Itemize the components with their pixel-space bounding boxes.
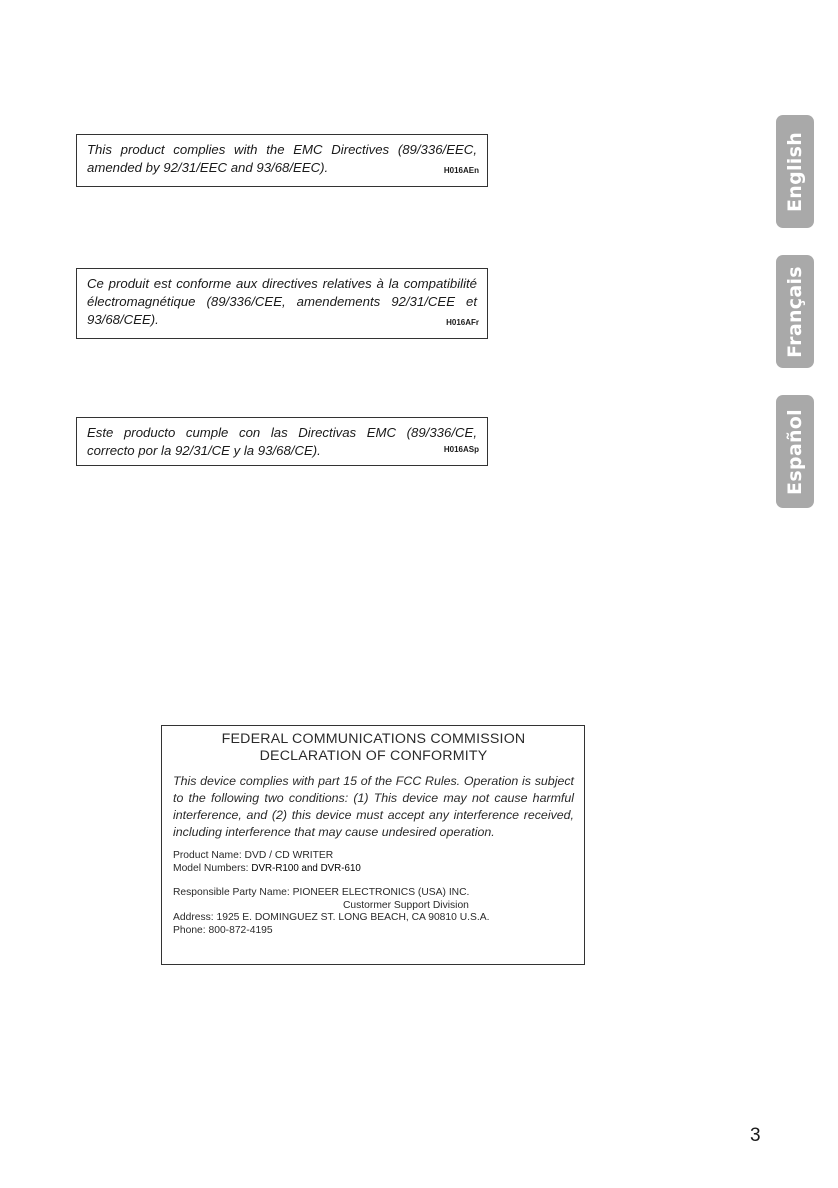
page-number: 3 [750, 1125, 761, 1146]
product-name-value: DVD / CD WRITER [244, 850, 334, 861]
notice-code: H016AEn [443, 166, 479, 175]
tab-french[interactable] [776, 255, 814, 368]
product-name-line [173, 850, 574, 863]
model-numbers-line [173, 863, 574, 876]
tab-english[interactable] [776, 115, 814, 228]
tab-label: Français [784, 265, 807, 358]
emc-notice-spanish [76, 417, 488, 466]
responsible-party-line [173, 887, 574, 900]
phone-value: 800-872-4195 [208, 924, 273, 936]
model-numbers-label: Model Numbers: [173, 862, 252, 874]
emc-notice-english [76, 134, 488, 187]
address-value: 1925 E. DOMINGUEZ ST. LONG BEACH, CA 90810 U.S.A. [216, 912, 490, 923]
phone-line [173, 925, 574, 938]
fcc-title-line2: DECLARATION OF CONFORMITY [259, 748, 488, 764]
address-line [173, 912, 574, 925]
fcc-title-line1: FEDERAL COMMUNICATIONS COMMISSION [221, 731, 526, 747]
fcc-statement: This device complies with part 15 of the FCC Rules. Operation is subject to the following two conditions: (1) This device may not cause harmful interference, and (2) this device must accept any interference received, including interference that may cause undesired operation. [173, 774, 574, 839]
model-numbers-value: DVR-R100 and DVR-610 [251, 862, 361, 874]
division-line: Custormer Support Division [343, 899, 469, 911]
tab-label: English [784, 131, 807, 212]
notice-code: H016ASp [443, 445, 479, 454]
responsible-party-label: Responsible Party Name: [173, 887, 293, 898]
product-name-label: Product Name: [173, 850, 245, 861]
emc-notice-text: This product complies with the EMC Directives (89/336/EEC, amended by 92/31/EEC and 93/68/EEC). [87, 142, 477, 175]
responsible-party-value: PIONEER ELECTRONICS (USA) INC. [292, 887, 470, 898]
address-label: Address: [173, 912, 217, 923]
phone-label: Phone: [173, 924, 209, 936]
emc-notice-french [76, 268, 488, 339]
tab-label: Español [784, 408, 806, 495]
fcc-declaration-box [161, 725, 585, 965]
emc-notice-text: Ce produit est conforme aux directives relatives à la compatibilité électromagnétique (89/336/CEE, amendements 92/31/CEE et 93/68/CEE). [87, 276, 477, 327]
emc-notice-text: Este producto cumple con las Directivas EMC (89/336/CE, correcto por la 92/31/CE y la 93/68/CE). [87, 425, 477, 458]
notice-code: H016AFr [446, 318, 479, 327]
tab-spanish[interactable] [776, 395, 814, 508]
